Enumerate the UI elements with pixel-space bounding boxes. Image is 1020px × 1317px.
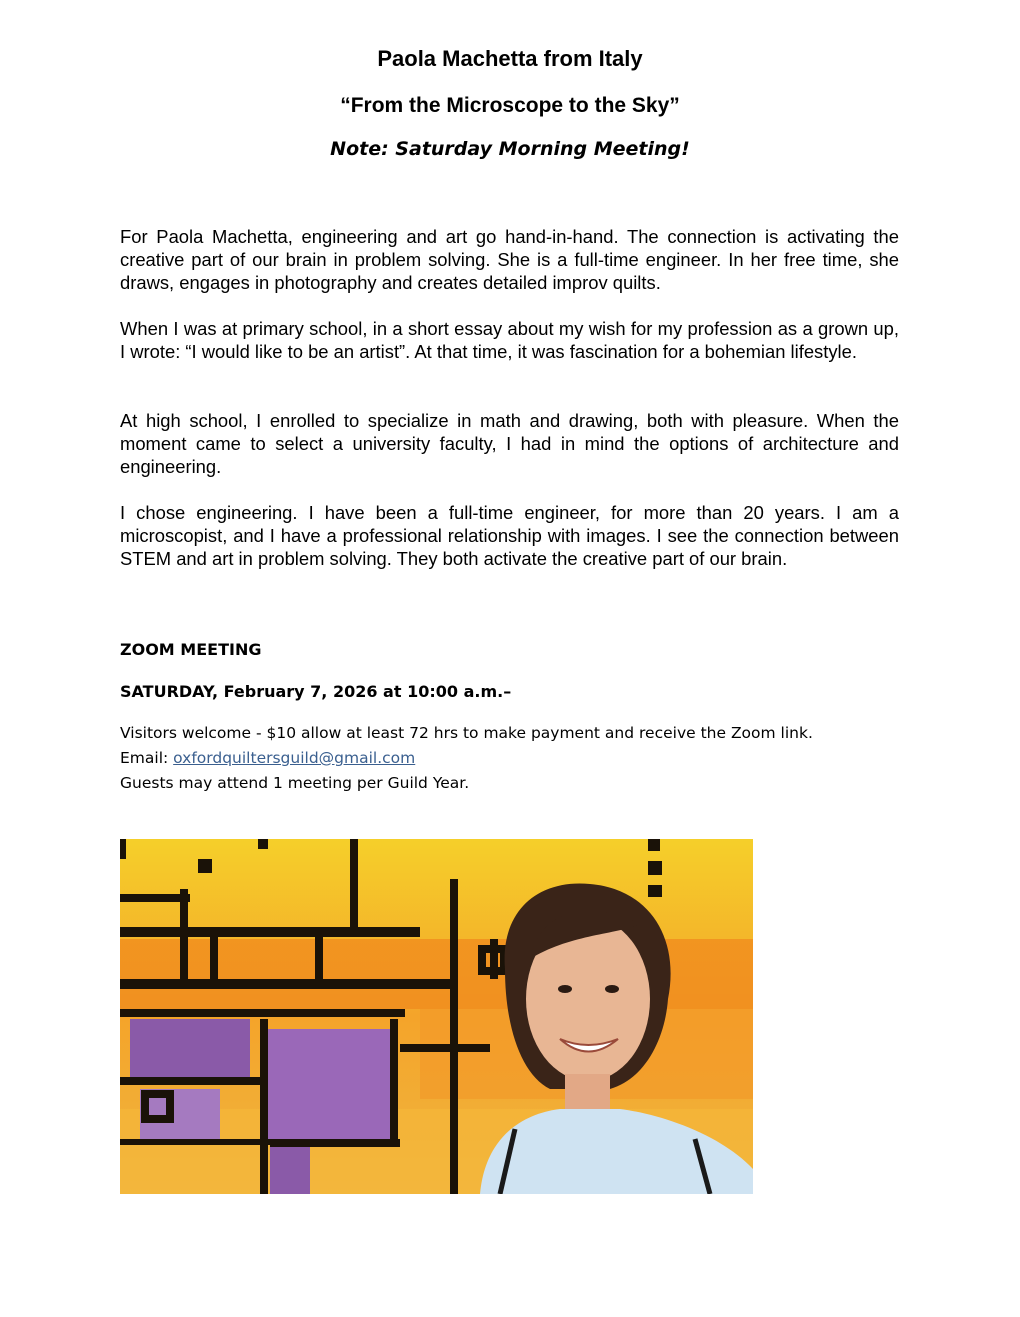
bio-paragraph: For Paola Machetta, engineering and art go hand-in-hand. The connection is activating the creative part of our brain in problem solving. She is a full-time engineer. In her free time, she draws, engages in photography and creates detailed improv quilts.	[120, 226, 899, 293]
quilt-purple-block	[130, 1019, 250, 1079]
quilt-purple-block	[270, 1139, 310, 1194]
meeting-datetime: SATURDAY, February 7, 2026 at 10:00 a.m.–	[120, 682, 512, 701]
meeting-note: Note: Saturday Morning Meeting!	[330, 138, 690, 160]
quilt-portrait-illustration	[120, 839, 753, 1194]
bio-paragraph: I chose engineering. I have been a full-time engineer, for more than 20 years. I am a microscopist, and I have a professional relationship with images. I see the connection between STEM and art in problem solving. They both activate the creative part of our brain.	[120, 502, 899, 569]
email-link[interactable]: oxfordquiltersguild@gmail.com	[173, 749, 416, 767]
meeting-info	[120, 721, 920, 796]
speaker-photo	[120, 839, 753, 1194]
guests-text: Guests may attend 1 meeting per Guild Year.	[120, 774, 470, 792]
quilt-purple-block	[260, 1029, 390, 1139]
speaker-title: Paola Machetta from Italy	[377, 46, 643, 71]
meeting-type-heading: ZOOM MEETING	[120, 640, 262, 659]
talk-title: “From the Microscope to the Sky”	[340, 94, 680, 117]
email-label: Email:	[120, 749, 174, 767]
bio-paragraph: At high school, I enrolled to specialize in math and drawing, both with pleasure. When the moment came to select a university faculty, I had in mind the options of architecture and engineering.	[120, 410, 899, 477]
visitors-text: Visitors welcome - $10 allow at least 72 hrs to make payment and receive the Zoom link.	[120, 724, 813, 742]
email-line	[120, 746, 920, 771]
bio-paragraph: When I was at primary school, in a short essay about my wish for my profession as a grown up, I wrote: “I would like to be an artist”. At that time, it was fascination for a bohemian lifestyle.	[120, 318, 899, 362]
